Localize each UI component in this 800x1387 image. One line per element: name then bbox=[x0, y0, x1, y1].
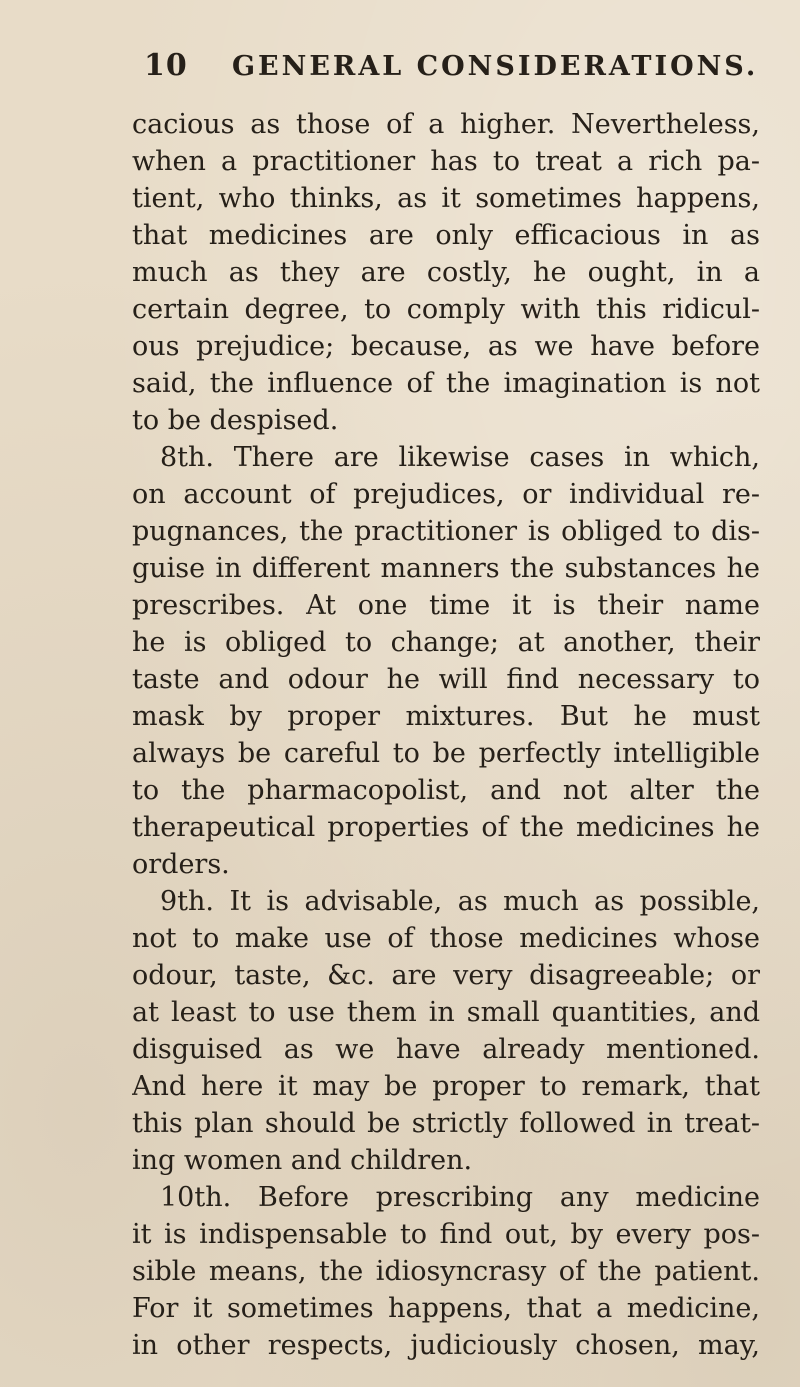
running-head bbox=[132, 48, 760, 92]
text-line: 8th. There are likewise cases in which, bbox=[160, 442, 760, 473]
text-line: at least to use them in small quantities, and bbox=[132, 997, 760, 1028]
text-line: 9th. It is advisable, as much as possible, bbox=[160, 886, 760, 917]
text-line: that medicines are only efficacious in as bbox=[132, 220, 760, 251]
text-line: orders. bbox=[132, 849, 230, 880]
text-line: ous prejudice; because, as we have before bbox=[132, 331, 760, 362]
running-title: GENERAL CONSIDERATIONS. bbox=[232, 51, 759, 82]
text-line: tient, who thinks, as it sometimes happens, bbox=[132, 183, 760, 214]
text-line: And here it may be proper to remark, that bbox=[132, 1071, 760, 1102]
text-line: to be despised. bbox=[132, 405, 339, 436]
text-line: therapeutical properties of the medicines he bbox=[132, 812, 760, 843]
text-line: on account of prejudices, or individual re- bbox=[132, 479, 760, 510]
text-line: odour, taste, &c. are very disagreeable; or bbox=[132, 960, 760, 991]
text-line: taste and odour he will find necessary to bbox=[132, 664, 760, 695]
text-line: he is obliged to change; at another, their bbox=[132, 627, 760, 658]
page-number: 10 bbox=[144, 48, 188, 83]
text-line: mask by proper mixtures. But he must bbox=[132, 701, 760, 732]
text-line: For it sometimes happens, that a medicine, bbox=[132, 1293, 760, 1324]
text-line: 10th. Before prescribing any medicine bbox=[160, 1182, 760, 1213]
text-line: it is indispensable to find out, by every pos- bbox=[132, 1219, 760, 1250]
text-line: when a practitioner has to treat a rich pa- bbox=[132, 146, 760, 177]
text-line: disguised as we have already mentioned. bbox=[132, 1034, 760, 1065]
text-line: said, the influence of the imagination is not bbox=[132, 368, 760, 399]
text-line: pugnances, the practitioner is obliged to dis- bbox=[132, 516, 760, 547]
text-line: ing women and children. bbox=[132, 1145, 473, 1176]
text-line: always be careful to be perfectly intelligible bbox=[132, 738, 760, 769]
body-text bbox=[132, 106, 760, 1364]
text-line: guise in different manners the substances he bbox=[132, 553, 760, 584]
text-line: in other respects, judiciously chosen, may, bbox=[132, 1330, 760, 1361]
text-line: certain degree, to comply with this ridicul- bbox=[132, 294, 760, 325]
text-line: sible means, the idiosyncrasy of the patient. bbox=[132, 1256, 760, 1287]
text-line: much as they are costly, he ought, in a bbox=[132, 257, 760, 288]
text-line: not to make use of those medicines whose bbox=[132, 923, 760, 954]
text-line: prescribes. At one time it is their name bbox=[132, 590, 760, 621]
text-line: cacious as those of a higher. Nevertheless, bbox=[132, 109, 760, 140]
text-line: to the pharmacopolist, and not alter the bbox=[132, 775, 760, 806]
text-line: this plan should be strictly followed in treat- bbox=[132, 1108, 760, 1139]
